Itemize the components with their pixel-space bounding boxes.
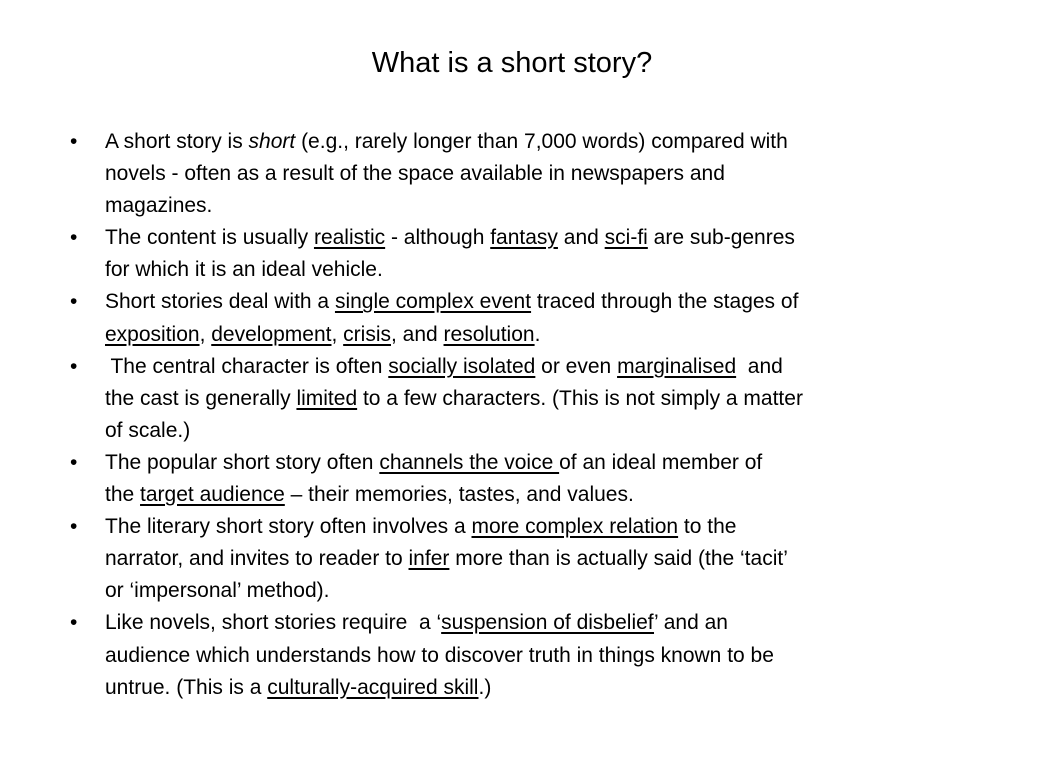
- italic-term: short: [248, 130, 296, 153]
- text-run: the cast is generally: [105, 386, 297, 410]
- underlined-term: limited: [296, 386, 358, 410]
- underlined-term: sci-fi: [604, 226, 648, 250]
- text-run: .): [478, 675, 492, 699]
- bullet-line: [105, 479, 946, 511]
- text-run: Like novels, short stories require a ‘: [105, 611, 442, 635]
- text-run: The popular short story often: [105, 450, 380, 474]
- text-run: of scale.): [105, 418, 191, 442]
- text-run: of an ideal member of: [559, 450, 763, 474]
- text-run: are sub-genres: [647, 226, 795, 250]
- bullet-dot-icon: •: [70, 226, 78, 250]
- underlined-term: suspension of disbelief: [441, 611, 655, 635]
- bullet-line: [105, 351, 946, 383]
- text-run: and: [736, 354, 783, 378]
- underlined-term: culturally-acquired skill: [267, 675, 479, 699]
- bullet-line: [105, 607, 946, 639]
- bullet-item: [66, 607, 946, 703]
- text-run: more than is actually said (the ‘tacit’: [449, 547, 788, 571]
- bullet-item: [66, 286, 946, 350]
- text-run: ’ and an: [654, 611, 728, 635]
- bullet-line: [105, 415, 946, 447]
- bullet-dot-icon: •: [70, 515, 78, 539]
- bullet-line: [105, 254, 946, 286]
- underlined-term: more complex relation: [471, 515, 679, 539]
- text-run: ,: [331, 322, 344, 346]
- bullet-line: [105, 383, 946, 415]
- bullet-line: [105, 672, 946, 704]
- underlined-term: single complex event: [334, 290, 532, 314]
- text-run: or even: [535, 354, 618, 378]
- underlined-term: resolution: [443, 322, 535, 346]
- text-run: ,: [199, 322, 212, 346]
- text-run: for which it is an ideal vehicle.: [105, 258, 383, 282]
- text-run: and: [557, 226, 605, 250]
- bullet-line: [105, 447, 946, 479]
- bullet-dot-icon: •: [70, 450, 78, 474]
- bullet-item: [66, 511, 946, 607]
- bullet-line: [105, 286, 946, 318]
- text-run: .: [534, 322, 541, 346]
- bullet-line: [105, 511, 946, 543]
- bullet-line: [105, 222, 946, 254]
- underlined-term: fantasy: [490, 226, 558, 250]
- underlined-term: marginalised: [617, 354, 737, 378]
- underlined-term: channels the voice: [379, 450, 560, 474]
- text-run: The literary short story often involves a: [105, 515, 472, 539]
- text-run: audience which understands how to discover truth in things known to be: [105, 643, 774, 667]
- text-run: - although: [385, 226, 491, 250]
- bullet-line: [105, 575, 946, 607]
- bullet-item: [66, 447, 946, 511]
- underlined-term: infer: [408, 547, 450, 571]
- bullet-line: [105, 640, 946, 672]
- text-run: to the: [678, 515, 737, 539]
- text-run: narrator, and invites to reader to: [105, 547, 409, 571]
- underlined-term: target audience: [140, 483, 285, 507]
- bullet-line: [105, 190, 946, 222]
- bullet-line: [105, 319, 946, 351]
- text-run: magazines.: [105, 194, 213, 218]
- slide-title: What is a short story?: [371, 47, 653, 79]
- underlined-term: exposition: [105, 322, 200, 346]
- underlined-term: socially isolated: [388, 354, 536, 378]
- text-run: to a few characters. (This is not simply a matter: [357, 386, 803, 410]
- bullet-item: [66, 351, 946, 447]
- underlined-term: realistic: [313, 226, 386, 250]
- bullet-dot-icon: •: [70, 290, 78, 314]
- text-run: the: [105, 483, 141, 507]
- bullet-list: [66, 126, 946, 704]
- underlined-term: development: [211, 322, 332, 346]
- bullet-dot-icon: •: [70, 611, 78, 635]
- text-run: untrue. (This is a: [105, 675, 268, 699]
- bullet-item: [66, 222, 946, 286]
- underlined-term: crisis: [343, 322, 391, 346]
- bullet-dot-icon: •: [70, 354, 78, 378]
- bullet-dot-icon: •: [70, 130, 78, 153]
- text-run: (e.g., rarely longer than 7,000 words) compared with: [295, 130, 788, 153]
- text-run: or ‘impersonal’ method).: [105, 579, 330, 603]
- text-run: , and: [390, 322, 444, 346]
- text-run: The content is usually: [105, 226, 314, 250]
- text-run: novels - often as a result of the space available in newspapers and: [105, 162, 725, 186]
- bullet-line: [105, 158, 946, 190]
- text-run: The central character is often: [105, 354, 389, 378]
- bullet-line: [105, 543, 946, 575]
- bullet-item: [66, 126, 946, 222]
- bullet-line: [105, 126, 946, 158]
- text-run: A short story is: [105, 130, 249, 153]
- text-run: – their memories, tastes, and values.: [284, 483, 634, 507]
- text-run: Short stories deal with a: [105, 290, 335, 314]
- text-run: traced through the stages of: [531, 290, 799, 314]
